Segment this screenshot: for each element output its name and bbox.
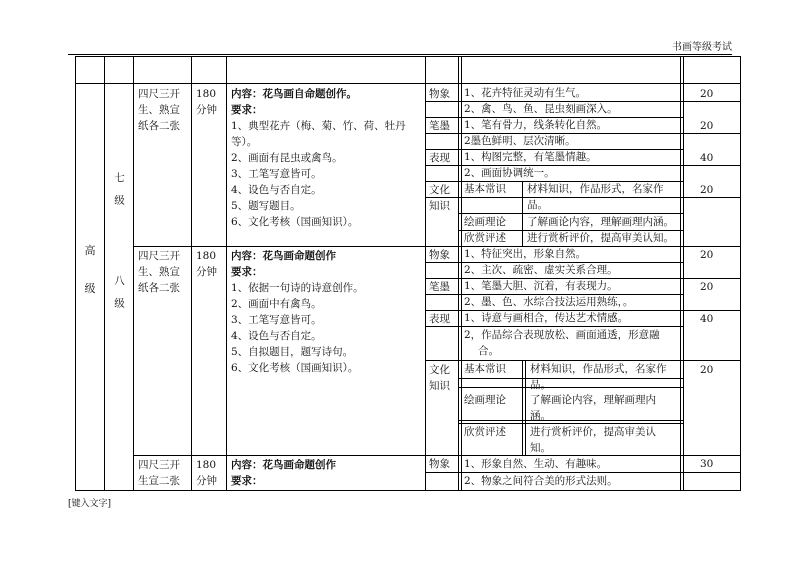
r7-crit: 2墨色鲜明、层次清晰。	[464, 135, 576, 147]
r7-score: 20	[700, 88, 714, 100]
r7-sub: 绘画理论	[464, 216, 506, 228]
r8-crit: 2，作品综合表现放松、画面通透，形意融 合。	[464, 329, 660, 357]
r7-sub: 欣赏评述	[464, 232, 506, 244]
r7-time: 180 分钟	[196, 88, 217, 116]
r7-requirements: 内容：花鸟画自命题创作。 要求： 1、典型花卉（梅、菊、竹、荷、牡丹 等）。 2、画面有昆虫或禽鸟。 3、工笔写意皆可。 4、设色与否自定。 5、题写题目。 6、文化考核（国画知识）。	[231, 88, 406, 228]
r9-crit: 1、形象自然、生动、有趣味。	[464, 458, 608, 470]
page-footer: [键入文字]	[68, 499, 112, 509]
r8-crit: 1、笔墨大胆、沉着，有表现力。	[464, 280, 618, 292]
r8-cat-biaoxian: 表现	[429, 313, 450, 325]
r8-requirements: 内容：花鸟画命题创作 要求： 1、依据一句诗的诗意创作。 2、画面中有禽鸟。 3、工笔写意皆可。 4、设色与否自定。 5、自拟题目，题写诗句。 6、文化考核（国画知识）。	[231, 250, 364, 374]
r7-crit: 2、画面协调统一。	[464, 167, 555, 179]
r8-sub: 基本常识	[464, 363, 506, 375]
r7-score: 40	[700, 152, 714, 164]
r7-cat-wuxiang: 物象	[429, 88, 450, 100]
r8-cat-wenhua: 文化 知识	[429, 364, 450, 392]
r8-crit: 2、墨、色、水综合技法运用熟练，。	[464, 296, 634, 308]
r8-size: 四尺三开 生、熟宣 纸各二张	[138, 250, 180, 294]
r8-score: 20	[700, 249, 714, 261]
r7-size: 四尺三开 生、熟宣 纸各二张	[138, 88, 180, 132]
r9-size: 四尺三开 生宣二张	[138, 459, 180, 487]
level-8-label: 八级	[113, 275, 125, 320]
r7-crit: 1、构图完整，有笔墨情趣。	[464, 151, 597, 163]
r9-requirements: 内容：花鸟画命题创作 要求：	[231, 459, 336, 487]
r9-crit: 2、物象之间符合美的形式法则。	[464, 475, 618, 487]
r7-score: 20	[700, 184, 714, 196]
r9-score: 30	[700, 458, 714, 470]
r9-time: 180 分钟	[196, 459, 217, 487]
r7-cat-wenhua: 文化 知识	[429, 184, 450, 212]
r8-crit: 1、诗意与画相合，传达艺术情感。	[464, 312, 629, 324]
group-label: 高级	[84, 244, 96, 295]
r8-time: 180 分钟	[196, 250, 217, 278]
level-7-label: 七级	[113, 172, 125, 217]
r7-crit: 1、花卉特征灵动有生气。	[464, 87, 587, 99]
r8-sub: 绘画理论	[464, 394, 506, 406]
r7-cat-biaoxian: 表现	[429, 152, 450, 164]
r8-sub: 欣赏评述	[464, 426, 506, 438]
r8-score: 20	[700, 364, 714, 376]
r7-cat-bimo: 笔墨	[429, 120, 450, 132]
header-rule	[68, 54, 732, 55]
r8-cat-wuxiang: 物象	[429, 249, 450, 261]
r7-sub-desc: 了解画论内容，理解画理内涵。	[527, 216, 674, 228]
r7-score: 20	[700, 120, 714, 132]
r7-sub: 基本常识	[464, 183, 506, 195]
r7-crit: 1、笔有骨力，线条转化自然。	[464, 119, 608, 131]
r8-sub-desc: 进行赏析评价，提高审美认 知。	[530, 426, 656, 454]
r8-crit: 1、特征突出，形象自然。	[464, 248, 587, 260]
r8-cat-bimo: 笔墨	[429, 281, 450, 293]
r8-sub-desc: 了解画论内容，理解画理内 涵。	[530, 394, 656, 422]
r8-score: 20	[700, 281, 714, 293]
r7-sub-desc: 进行赏析评价，提高审美认知。	[527, 232, 674, 244]
page-header: 书画等级考试	[672, 42, 732, 53]
r8-score: 40	[700, 313, 714, 325]
r8-crit: 2、主次、疏密、虚实关系合理。	[464, 264, 618, 276]
r9-cat-wuxiang: 物象	[429, 458, 450, 470]
r7-sub-desc: 材料知识，作品形式，名家作 品。	[527, 183, 664, 211]
r8-sub-desc: 材料知识，作品形式，名家作 品。	[530, 363, 667, 391]
r7-crit: 2、禽、鸟、鱼、昆虫刻画深入。	[464, 103, 618, 115]
